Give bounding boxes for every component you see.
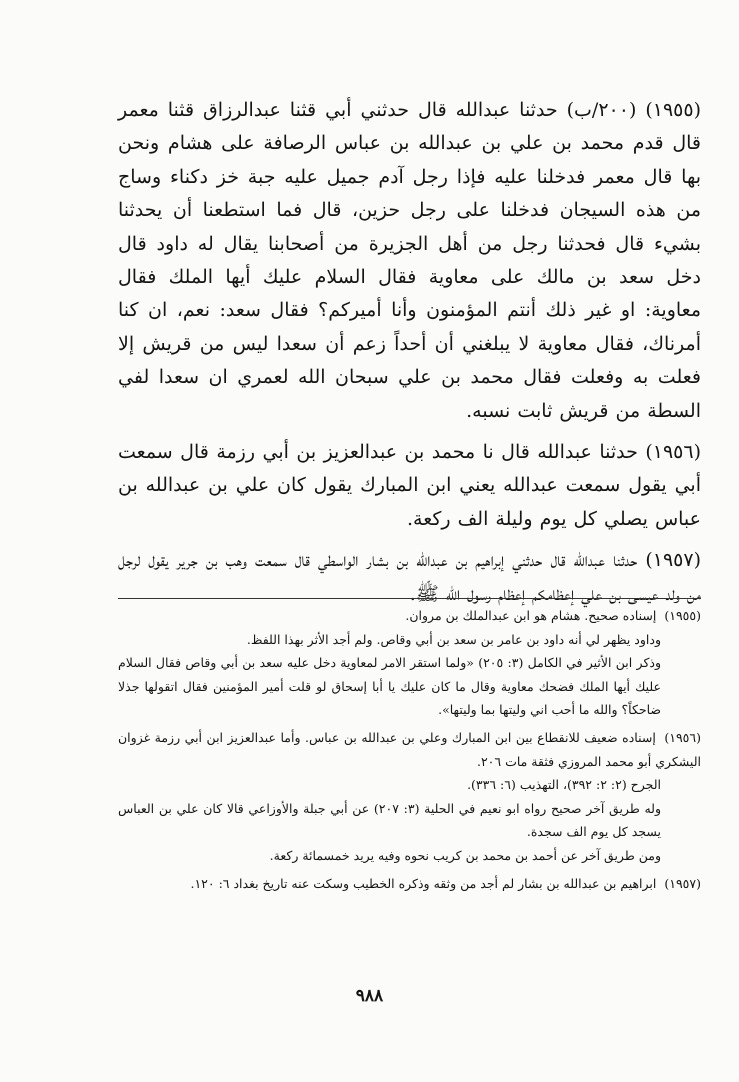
- footnote-label: (١٩٥٧): [664, 875, 701, 891]
- footnote-line: إسناده صحيح. هشام هو ابن عبدالملك بن مروان.: [405, 608, 657, 623]
- main-text: [118, 94, 701, 611]
- hadith-1955: (١٩٥٥) (٢٠٠/ب) حدثنا عبدالله قال حدثني أبي قثنا عبدالرزاق قثنا معمر قال قدم محمد بن علي بن عبدالله بن عباس الرصافة على هشام ونحن بها قال معمر فدخلنا عليه فإذا رجل آدم جميل عليه جبة خز دكناء وساج من هذه السيجان فدخلنا على رجل حزين، قال فما استطعنا أن يحدثنا بشيء قال فحدثنا رجل من أهل الجزيرة من أصحابنا يقال له داود قال دخل سعد بن مالك على معاوية فقال السلام عليك أيها الملك فقال معاوية: او غير ذلك أنتم المؤمنون وأنا أميركم؟ فقال سعد: نعم، ان كنا أمرناك، فقال معاوية لا يبلغني أن أحداً زعم أن سعدا ليس من قريش إلا فعلت به وفعلت فقال محمد بن علي سبحان الله لعمري ان سعدا لفي السطة من قريش ثابت نسبه.: [118, 99, 701, 422]
- footnote-line: وداود يظهر لي أنه داود بن عامر بن سعد بن أبي وقاص. ولم أجد الأثر بهذا اللفظ.: [246, 631, 661, 647]
- footnote-label: (١٩٥٥): [664, 608, 701, 623]
- footnotes: [118, 604, 701, 899]
- footnote-line: ابراهيم بن عبدالله بن بشار لم أجد من وثقه وذكره الخطيب وسكت عنه تاريخ بغداد ٦: ١٢٠.: [190, 875, 657, 891]
- hadith-1956: (١٩٥٦) حدثنا عبدالله قال نا محمد بن عبدالعزيز بن أبي رزمة قال سمعت أبي يقول سمعت عبدالله يعني ابن المبارك يقول كان علي بن عبدالله بن عباس يصلي كل يوم وليلة الف ركعة.: [118, 441, 701, 530]
- footnote-label: (١٩٥٦): [664, 729, 701, 745]
- footnote-1955: [118, 604, 701, 722]
- footnote-line: الجرح (٢: ٢: ٣٩٢)، التهذيب (٦: ٣٣٦).: [467, 777, 661, 793]
- footnote-line: وذكر ابن الأثير في الكامل (٣: ٢٠٥) «ولما استقر الامر لمعاوية دخل عليه سعد بن أبي وقاص فقال السلام عليك أيها الملك فضحك معاوية وقال ما كان عليك يا أبا إسحاق لو قلت أمير المؤمنين فقال اتقولها جذلا ضاحكاً؟ والله ما أحب اني وليتها بما وليتها».: [118, 655, 662, 718]
- hadith-1957: (١٩٥٧) حدثنا عبدالله قال حدثني إبراهيم بن عبدالله بن بشار الواسطي قال سمعت وهب بن جرير يقول لرجل من ولد عيسى بن علي إعظامكم إعظام رسول الله ﷺ.: [118, 549, 701, 605]
- page-number: ٩٨٨: [355, 986, 384, 1006]
- footnote-1957: [118, 872, 701, 896]
- footnote-1956: [118, 726, 701, 868]
- footnote-line: ومن طريق آخر عن أحمد بن محمد بن كريب نحوه وفيه يريد خمسمائة ركعة.: [269, 847, 661, 863]
- footnote-divider: [118, 598, 701, 599]
- footnote-line: إسناده ضعيف للانقطاع بين ابن المبارك وعلي بن عبدالله بن عباس. وأما عبدالعزيز ابن أبي رزمة غزوان اليشكري أبو محمد المروزي فثقة مات ٢٠٦.: [118, 729, 701, 769]
- footnote-line: وله طريق آخر صحيح رواه ابو نعيم في الحلية (٣: ٢٠٧) عن أبي جبلة والأوزاعي قالا كان علي بن العباس يسجد كل يوم الف سجدة.: [118, 800, 661, 840]
